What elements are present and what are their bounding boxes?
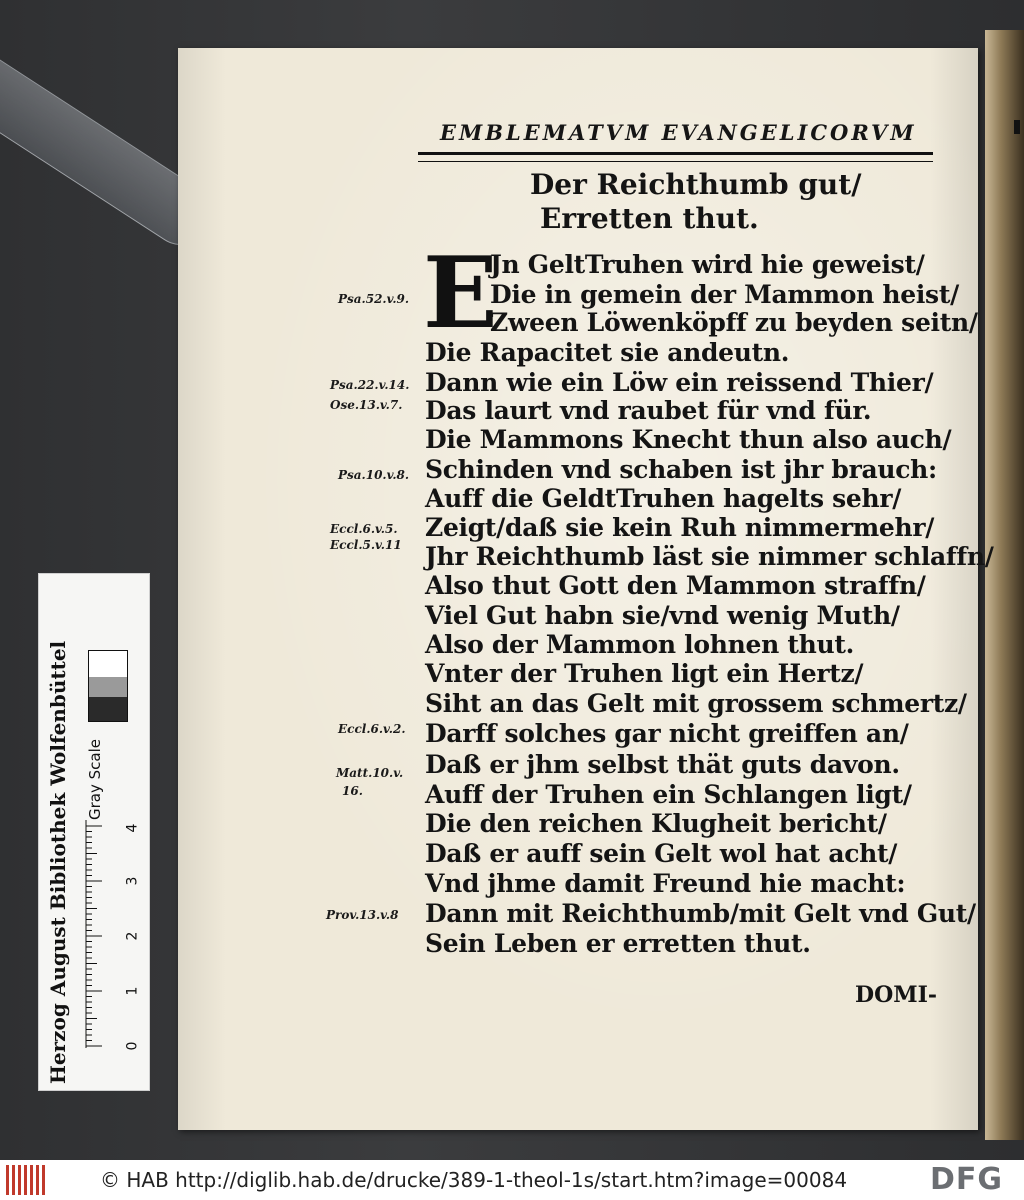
verse-line: Die in gemein der Mammon heist/ <box>490 280 959 309</box>
motto-line-2: Erretten thut. <box>540 202 759 235</box>
verse-line: Jhr Reichthumb läst sie nimmer schlaffn/ <box>425 542 994 571</box>
cm-label-3: 3 <box>124 876 141 886</box>
verse-line: Zeigt/daß sie kein Ruh nimmermehr/ <box>425 513 935 542</box>
cm-label-4: 4 <box>124 823 141 833</box>
motto-line-1: Der Reichthumb gut/ <box>530 168 862 201</box>
footer-source-text: © HAB http://diglib.hab.de/drucke/389-1-theol-1s/start.htm?image=00084 <box>100 1168 848 1192</box>
verse-line: Vnter der Truhen ligt ein Hertz/ <box>425 659 864 688</box>
margin-reference: Matt.10.v. <box>336 766 404 780</box>
margin-reference: Psa.22.v.14. <box>330 378 410 392</box>
gray-swatch-mid <box>89 677 127 697</box>
verse-line: Daß er jhm selbst thät guts davon. <box>425 750 900 779</box>
verse-line: Auff der Truhen ein Schlangen ligt/ <box>425 780 912 809</box>
verse-line: Schinden vnd schaben ist jhr brauch: <box>425 455 937 484</box>
hab-logo-icon <box>6 1165 46 1195</box>
page-edge-mark <box>1014 120 1020 134</box>
gray-swatch-white <box>89 651 127 677</box>
verse-line: Siht an das Gelt mit grossem schmertz/ <box>425 689 967 718</box>
margin-reference: Prov.13.v.8 <box>326 908 399 922</box>
verse-line: Dann wie ein Löw ein reissend Thier/ <box>425 368 934 397</box>
margin-reference: Eccl.5.v.11 <box>330 538 402 552</box>
verse-line: Das laurt vnd raubet für vnd für. <box>425 396 872 425</box>
verse-line: Die Mammons Knecht thun also auch/ <box>425 425 952 454</box>
verse-line: Auff die GeldtTruhen hagelts sehr/ <box>425 484 902 513</box>
verse-line: Daß er auff sein Gelt wol hat acht/ <box>425 839 898 868</box>
scale-institution-label: Herzog August Bibliothek Wolfenbüttel <box>46 640 70 1084</box>
dfg-logo: DFG <box>930 1162 1004 1197</box>
verse-line: Die Rapacitet sie andeutn. <box>425 338 790 367</box>
footer-bar <box>0 1160 1024 1200</box>
cm-label-2: 2 <box>124 931 141 941</box>
verse-line: Also thut Gott den Mammon straffn/ <box>425 571 926 600</box>
margin-reference: Psa.10.v.8. <box>338 468 410 482</box>
margin-reference: Psa.52.v.9. <box>338 292 410 306</box>
margin-reference: 16. <box>342 784 363 798</box>
verse-line: Die den reichen Klugheit bericht/ <box>425 809 887 838</box>
margin-reference: Eccl.6.v.2. <box>338 722 406 736</box>
verse-line: Darff solches gar nicht greiffen an/ <box>425 719 909 748</box>
margin-reference: Eccl.6.v.5. <box>330 522 398 536</box>
gray-scale-label: Gray Scale <box>86 739 104 820</box>
margin-reference: Ose.13.v.7. <box>330 398 403 412</box>
verse-line: Jn GeltTruhen wird hie geweist/ <box>490 250 925 279</box>
verse-line: Zween Löwenköpff zu beyden seitn/ <box>490 308 978 337</box>
verse-line: Dann mit Reichthumb/mit Gelt vnd Gut/ <box>425 899 976 928</box>
initial-letter: E <box>423 236 498 351</box>
centimeter-ruler <box>84 820 144 1050</box>
cm-label-0: 0 <box>124 1041 141 1051</box>
verse-line: Vnd jhme damit Freund hie macht: <box>425 869 906 898</box>
verse-line: Viel Gut habn sie/vnd wenig Muth/ <box>425 601 900 630</box>
verse-line: Sein Leben er erretten thut. <box>425 929 811 958</box>
running-head: EMBLEMATVM EVANGELICORVM <box>440 120 917 145</box>
book-edge <box>985 30 1024 1140</box>
verse-line: Also der Mammon lohnen thut. <box>425 630 855 659</box>
catchword: DOMI- <box>855 982 938 1008</box>
header-rule <box>418 152 933 162</box>
cm-label-1: 1 <box>124 986 141 996</box>
